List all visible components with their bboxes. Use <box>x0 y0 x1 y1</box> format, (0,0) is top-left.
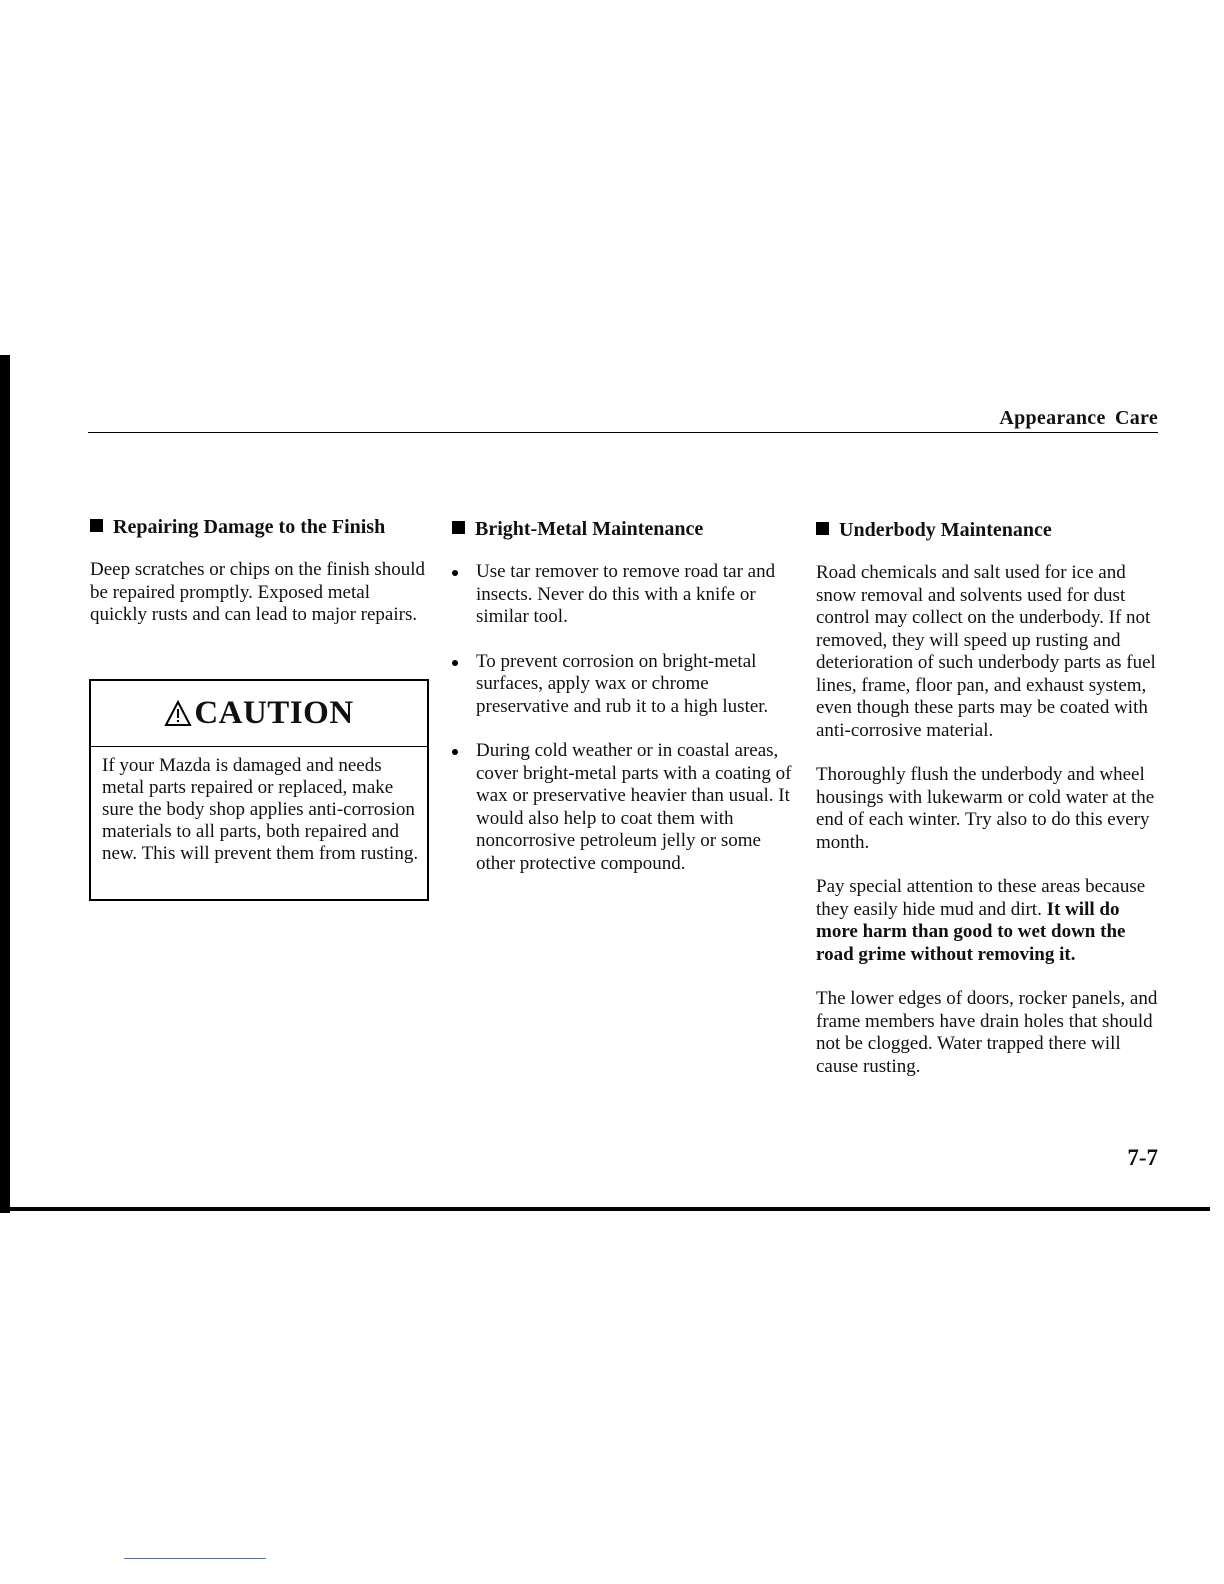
bright-metal-heading <box>452 517 797 541</box>
page-number: 7-7 <box>1127 1145 1158 1170</box>
underbody-paragraph-3 <box>816 876 1161 966</box>
square-bullet-icon <box>452 521 465 534</box>
warning-triangle-icon <box>164 700 192 727</box>
square-bullet-icon <box>90 519 103 532</box>
footer-rule <box>0 1207 1210 1211</box>
repairing-heading <box>90 515 430 539</box>
repairing-heading-text: Repairing Damage to the Finish <box>113 516 386 538</box>
column-repairing <box>90 515 430 649</box>
underbody-paragraph-1: Road chemicals and salt used for ice and snow removal and solvents used for dust control may collect on the underbody. If not removed, they will speed up rusting and deterioration of such underbody parts as fuel lines, frame, floor pan, and exhaust system, even though these parts may be coated with anti-corrosive material. <box>816 562 1156 741</box>
list-item-text: Use tar remover to remove road tar and insects. Never do this with a knife or similar tool. <box>476 561 776 627</box>
left-margin-bar <box>0 355 10 1213</box>
section-header: Appearance Care <box>999 407 1158 429</box>
caution-title: CAUTION <box>194 695 354 731</box>
list-item-text: During cold weather or in coastal areas, cover bright-metal parts with a coating of wax or preservative heavier than usual. It would also help to coat them with noncorrosive petroleum jelly or some other protective compound. <box>476 740 792 874</box>
underbody-paragraph-4: The lower edges of doors, rocker panels, and frame members have drain holes that should not be clogged. Water trapped there will cause rusting. <box>816 988 1158 1077</box>
underbody-p3-normal: Pay special attention to these areas because they easily hide mud and dirt. <box>816 876 1146 920</box>
caution-box <box>89 679 429 901</box>
bullet-dot-icon <box>452 749 458 755</box>
underbody-p3-bold: It will do more harm than good to wet down the road grime without removing it. <box>816 898 1126 965</box>
blue-underline <box>124 1558 266 1559</box>
bullet-dot-icon <box>452 660 458 666</box>
caution-text: If your Mazda is damaged and needs metal parts repaired or replaced, make sure the body shop applies anti-corrosion materials to all parts, both repaired and new. This will prevent them from rusting. <box>102 755 419 864</box>
list-item <box>452 740 797 875</box>
underbody-heading <box>816 518 1161 542</box>
underbody-heading-text: Underbody Maintenance <box>839 519 1052 541</box>
bright-metal-heading-text: Bright-Metal Maintenance <box>475 518 704 540</box>
bullet-dot-icon <box>452 570 458 576</box>
list-item <box>452 651 797 719</box>
underbody-paragraph-2: Thoroughly flush the underbody and wheel housings with lukewarm or cold water at the end of each winter. Try also to do this every month. <box>816 764 1155 853</box>
caution-header <box>91 681 427 747</box>
list-item <box>452 561 797 629</box>
repairing-paragraph: Deep scratches or chips on the finish should be repaired promptly. Exposed metal quickly rusts and can lead to major repairs. <box>90 559 426 625</box>
column-underbody <box>816 518 1161 1100</box>
header-rule <box>88 432 1158 433</box>
list-item-text: To prevent corrosion on bright-metal surfaces, apply wax or chrome preservative and rub it to a high luster. <box>476 650 769 717</box>
square-bullet-icon <box>816 522 829 535</box>
column-bright-metal <box>452 517 797 897</box>
bright-metal-list <box>452 561 797 875</box>
